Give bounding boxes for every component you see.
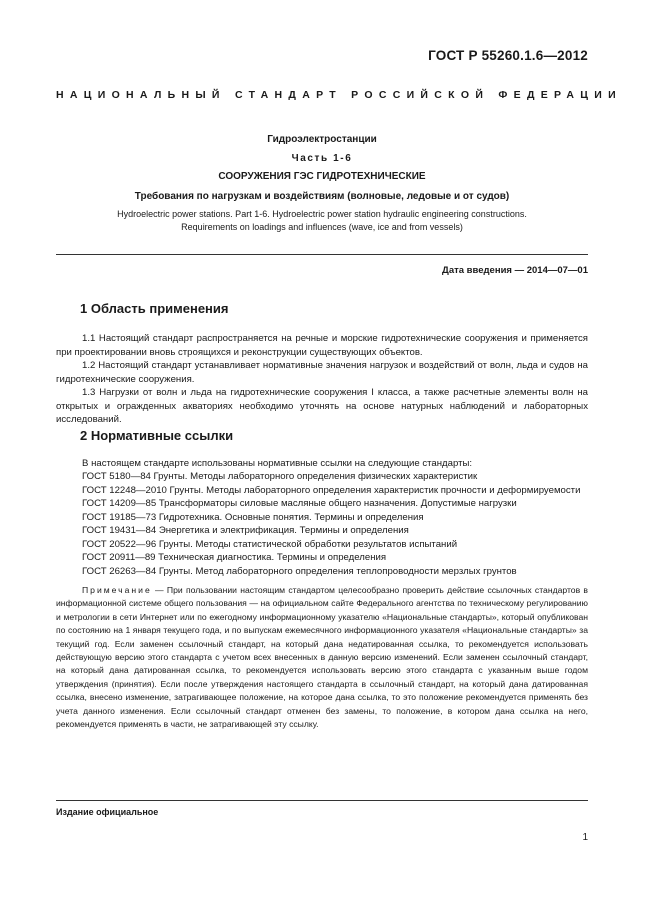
edition-label: Издание официальное — [56, 807, 159, 817]
reference-item: ГОСТ 5180—84 Грунты. Методы лабораторного определения физических характеристик — [82, 471, 478, 482]
document-code: ГОСТ Р 55260.1.6—2012 — [428, 48, 588, 63]
paragraph-1-3: 1.3 Нагрузки от волн и льда на гидротехнические сооружения I класса, а также расчетные элементы волн на открытых и огражденных акваториях необходимо уточнять на основе натурных наблюдений и лабораторных исследований. — [56, 387, 588, 425]
references-intro: В настоящем стандарте использованы нормативные ссылки на следующие стандарты: — [82, 457, 473, 469]
page-number: 1 — [582, 832, 588, 843]
reference-item: ГОСТ 12248—2010 Грунты. Методы лабораторного определения характеристик прочности и деформируемости — [82, 484, 581, 496]
english-title-line-1: Hydroelectric power stations. Part 1-6. Hydroelectric power station hydraulic engineering constructions. — [117, 208, 527, 219]
reference-item: ГОСТ 20522—96 Грунты. Методы статистической обработки результатов испытаний — [82, 538, 458, 550]
divider-bottom — [56, 800, 588, 801]
divider-top — [56, 254, 588, 255]
section-1-body — [56, 332, 588, 427]
note-label: Примечание — [82, 585, 152, 595]
title-part: Часть 1-6 — [291, 152, 353, 164]
paragraph-1-1: 1.1 Настоящий стандарт распространяется на речные и морские гидротехнические сооружения и применяется при проектировании вновь строящихся и реконструкции существующих объектов. — [56, 333, 588, 358]
introduction-date: Дата введения — 2014—07—01 — [442, 265, 588, 276]
note-paragraph — [56, 584, 588, 731]
section-1-title: 1 Область применения — [80, 301, 229, 316]
reference-item: ГОСТ 19185—73 Гидротехника. Основные понятия. Термины и определения — [82, 511, 424, 523]
reference-item: ГОСТ 14209—85 Трансформаторы силовые масляные общего назначения. Допустимые нагрузки — [82, 498, 517, 509]
note-text: — При пользовании настоящим стандартом целесообразно проверить действие ссылочных стандартов в информационной системе общего пользования — на официальном сайте Федерального агентства по техническому регулированию и метрологии в сети Интернет или по ежегодному информационному указателю «Национальные стандарты», который опубликован по состоянию на 1 января текущего года, и по выпускам ежемесячного информационного указателя «Национальные стандарты» за текущий год. Если заменен ссылочный стандарт, на который дана недатированная ссылка, то рекомендуется использовать действующую версию этого стандарта с учетом всех внесенных в данную версию изменений. Если заменен ссылочный стандарт, на который дана датированная ссылка, то рекомендуется использовать версию этого стандарта с указанным выше годом утверждения (принятия). Если после утверждения настоящего стандарта в ссылочный стандарт, на который дана датированная ссылка, внесено изменение, затрагивающее положение, на которое дана ссылка, то это положение рекомендуется применять без учета данного изменения. Если ссылочный стандарт отменен без замены, то положение, в котором дана ссылка на него, рекомендуется применять в части, не затрагивающей эту ссылку. — [56, 585, 588, 730]
title-line-3: СООРУЖЕНИЯ ГЭС ГИДРОТЕХНИЧЕСКИЕ — [218, 171, 426, 182]
reference-item: ГОСТ 20911—89 Техническая диагностика. Термины и определения — [82, 552, 387, 563]
title-line-1: Гидроэлектростанции — [267, 134, 377, 145]
title-subtitle: Требования по нагрузкам и воздействиям (волновые, ледовые и от судов) — [134, 190, 510, 202]
national-standard-heading: НАЦИОНАЛЬНЫЙ СТАНДАРТ РОССИЙСКОЙ ФЕДЕРАЦИИ — [56, 89, 622, 101]
main-content — [56, 300, 588, 731]
section-2-body — [56, 457, 588, 732]
title-block — [56, 131, 588, 234]
section-2-title: 2 Нормативные ссылки — [80, 427, 234, 443]
english-title-line-2: Requirements on loadings and influences (wave, ice and from vessels) — [181, 222, 463, 232]
paragraph-1-2: 1.2 Настоящий стандарт устанавливает нормативные значения нагрузок и воздействий от волн, льда и судов на гидротехнические сооружения. — [56, 360, 588, 385]
reference-item: ГОСТ 19431—84 Энергетика и электрификация. Термины и определения — [82, 525, 409, 536]
reference-item: ГОСТ 26263—84 Грунты. Метод лабораторного определения теплопроводности мерзлых грунтов — [82, 565, 517, 577]
